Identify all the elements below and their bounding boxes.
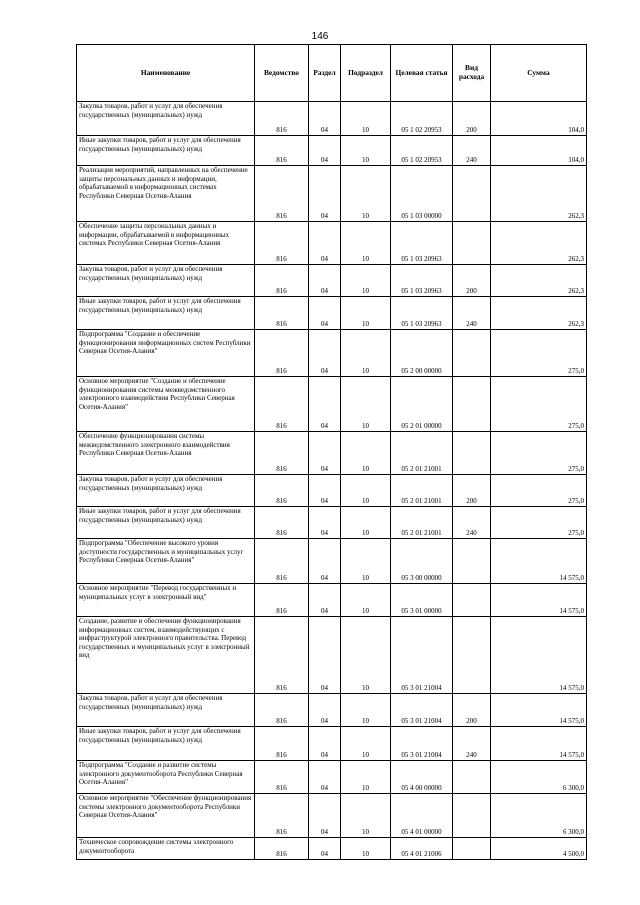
row-amount: 275,0: [491, 432, 587, 475]
budget-table: [76, 44, 587, 860]
row-target-item: 05 2 01 21001: [391, 507, 453, 539]
row-section: 04: [309, 838, 341, 860]
table-row: [77, 838, 587, 860]
row-amount: 6 300,0: [491, 761, 587, 794]
row-amount: 6 300,0: [491, 794, 587, 838]
row-amount: 14 575,0: [491, 617, 587, 694]
row-section: 04: [309, 166, 341, 222]
row-expense-type: 240: [453, 297, 491, 330]
row-amount: 262,3: [491, 297, 587, 330]
row-name: Иные закупки товаров, работ и услуг для обеспечения государственных (муниципальных) нужд: [77, 727, 255, 761]
row-section: 04: [309, 432, 341, 475]
table-row: [77, 166, 587, 222]
row-department: 816: [255, 330, 309, 377]
row-target-item: 05 3 00 00000: [391, 539, 453, 584]
row-target-item: 05 2 01 21001: [391, 432, 453, 475]
row-target-item: 05 3 01 00000: [391, 584, 453, 617]
row-name: Обеспечение защиты персональных данных и информации, обрабатываемой в информационных системах Республики Северная Осетия-Алания: [77, 222, 255, 265]
row-name: Основное мероприятие "Обеспечение функционирования системы электронного документооборота Республики Северная Осетия-Алания": [77, 794, 255, 838]
row-section: 04: [309, 617, 341, 694]
row-target-item: 05 3 01 21004: [391, 727, 453, 761]
row-amount: 14 575,0: [491, 727, 587, 761]
row-department: 816: [255, 507, 309, 539]
row-amount: 262,3: [491, 166, 587, 222]
row-expense-type: [453, 617, 491, 694]
row-target-item: 05 4 01 00000: [391, 794, 453, 838]
row-expense-type: 200: [453, 475, 491, 507]
table-header-row: [77, 45, 587, 102]
header-expense-type: Вид расхода: [453, 45, 491, 102]
row-target-item: 05 3 01 21004: [391, 617, 453, 694]
row-name: Иные закупки товаров, работ и услуг для обеспечения государственных (муниципальных) нужд: [77, 297, 255, 330]
row-expense-type: [453, 330, 491, 377]
row-amount: 14 575,0: [491, 584, 587, 617]
row-section: 04: [309, 102, 341, 136]
row-target-item: 05 1 03 20963: [391, 265, 453, 297]
row-subsection: 10: [341, 838, 391, 860]
row-name: Реализация мероприятий, направленных на обеспечение защиты персональных данных и информации, обрабатываемой в информационных системах Республики Северная Осетия-Алания: [77, 166, 255, 222]
row-expense-type: [453, 377, 491, 432]
row-department: 816: [255, 136, 309, 166]
row-name: Основное мероприятие "Перевод государственных и муниципальных услуг в электронный вид": [77, 584, 255, 617]
table-row: [77, 727, 587, 761]
row-subsection: 10: [341, 794, 391, 838]
row-name: Закупка товаров, работ и услуг для обеспечения государственных (муниципальных) нужд: [77, 694, 255, 727]
table-row: [77, 694, 587, 727]
row-name: Закупка товаров, работ и услуг для обеспечения государственных (муниципальных) нужд: [77, 102, 255, 136]
row-subsection: 10: [341, 166, 391, 222]
row-section: 04: [309, 584, 341, 617]
table-row: [77, 297, 587, 330]
row-department: 816: [255, 297, 309, 330]
row-section: 04: [309, 694, 341, 727]
row-expense-type: 200: [453, 694, 491, 727]
row-amount: 262,3: [491, 265, 587, 297]
row-section: 04: [309, 507, 341, 539]
row-amount: 14 575,0: [491, 539, 587, 584]
row-target-item: 05 1 02 20953: [391, 136, 453, 166]
table-row: [77, 617, 587, 694]
row-subsection: 10: [341, 330, 391, 377]
row-target-item: 05 1 02 20953: [391, 102, 453, 136]
row-section: 04: [309, 136, 341, 166]
row-department: 816: [255, 539, 309, 584]
table-row: [77, 539, 587, 584]
row-name: Подпрограмма "Создание и обеспечение функционирования информационных систем Республики Северная Осетия-Алания": [77, 330, 255, 377]
row-target-item: 05 3 01 21004: [391, 694, 453, 727]
row-subsection: 10: [341, 475, 391, 507]
row-name: Подпрограмма "Обеспечение высокого уровня доступности государственных и муниципальных услуг Республики Северная Осетия-Алания": [77, 539, 255, 584]
row-section: 04: [309, 727, 341, 761]
row-section: 04: [309, 222, 341, 265]
row-subsection: 10: [341, 377, 391, 432]
row-subsection: 10: [341, 297, 391, 330]
table-row: [77, 136, 587, 166]
row-name: Закупка товаров, работ и услуг для обеспечения государственных (муниципальных) нужд: [77, 475, 255, 507]
row-name: Подпрограмма "Создание и развитие системы электронного документооборота Республики Северная Осетия-Алания": [77, 761, 255, 794]
row-target-item: 05 2 01 00000: [391, 377, 453, 432]
row-amount: 14 575,0: [491, 694, 587, 727]
row-department: 816: [255, 475, 309, 507]
table-row: [77, 222, 587, 265]
row-section: 04: [309, 265, 341, 297]
row-expense-type: 240: [453, 727, 491, 761]
row-expense-type: [453, 761, 491, 794]
header-subsection: Подраздел: [341, 45, 391, 102]
row-amount: 104,0: [491, 102, 587, 136]
row-department: 816: [255, 102, 309, 136]
row-subsection: 10: [341, 539, 391, 584]
table-row: [77, 265, 587, 297]
row-department: 816: [255, 377, 309, 432]
row-target-item: 05 4 01 21006: [391, 838, 453, 860]
row-section: 04: [309, 330, 341, 377]
row-amount: 275,0: [491, 330, 587, 377]
row-department: 816: [255, 694, 309, 727]
table-row: [77, 584, 587, 617]
row-subsection: 10: [341, 617, 391, 694]
row-name: Основное мероприятие "Создание и обеспечение функционирования системы межведомственного электронного взаимодействия Республики Северная Осетия-Алания": [77, 377, 255, 432]
row-name: Создание, развитие и обеспечение функционирования информационных систем, взаимодействующих с инфраструктурой электронного правительства. Перевод государственных и муниципальных услуг в электронный вид: [77, 617, 255, 694]
row-subsection: 10: [341, 584, 391, 617]
row-expense-type: [453, 794, 491, 838]
table-row: [77, 432, 587, 475]
header-name: Наименование: [77, 45, 255, 102]
page-number: 146: [311, 31, 329, 42]
row-expense-type: [453, 539, 491, 584]
row-department: 816: [255, 265, 309, 297]
table-row: [77, 794, 587, 838]
row-subsection: 10: [341, 507, 391, 539]
row-expense-type: 200: [453, 102, 491, 136]
row-expense-type: 240: [453, 507, 491, 539]
row-target-item: 05 1 03 00000: [391, 166, 453, 222]
row-department: 816: [255, 727, 309, 761]
row-department: 816: [255, 761, 309, 794]
row-target-item: 05 1 03 20963: [391, 297, 453, 330]
row-target-item: 05 2 00 00000: [391, 330, 453, 377]
row-department: 816: [255, 794, 309, 838]
row-section: 04: [309, 297, 341, 330]
row-section: 04: [309, 794, 341, 838]
row-subsection: 10: [341, 102, 391, 136]
row-name: Техническое сопровождение системы электронного документооборота: [77, 838, 255, 860]
row-subsection: 10: [341, 727, 391, 761]
row-department: 816: [255, 222, 309, 265]
row-name: Иные закупки товаров, работ и услуг для обеспечения государственных (муниципальных) нужд: [77, 136, 255, 166]
row-subsection: 10: [341, 432, 391, 475]
row-amount: 275,0: [491, 475, 587, 507]
row-amount: 262,3: [491, 222, 587, 265]
row-subsection: 10: [341, 222, 391, 265]
row-department: 816: [255, 432, 309, 475]
row-amount: 4 500,0: [491, 838, 587, 860]
row-department: 816: [255, 617, 309, 694]
row-subsection: 10: [341, 761, 391, 794]
row-section: 04: [309, 539, 341, 584]
row-target-item: 05 2 01 21001: [391, 475, 453, 507]
row-department: 816: [255, 166, 309, 222]
row-expense-type: [453, 166, 491, 222]
table-row: [77, 330, 587, 377]
row-amount: 275,0: [491, 377, 587, 432]
row-department: 816: [255, 584, 309, 617]
table-row: [77, 102, 587, 136]
row-subsection: 10: [341, 694, 391, 727]
row-expense-type: 200: [453, 265, 491, 297]
table-row: [77, 507, 587, 539]
row-subsection: 10: [341, 136, 391, 166]
row-target-item: 05 4 00 00000: [391, 761, 453, 794]
row-section: 04: [309, 761, 341, 794]
row-expense-type: [453, 432, 491, 475]
header-section: Раздел: [309, 45, 341, 102]
table-row: [77, 475, 587, 507]
row-expense-type: [453, 222, 491, 265]
row-section: 04: [309, 377, 341, 432]
header-department: Ведомство: [255, 45, 309, 102]
row-expense-type: 240: [453, 136, 491, 166]
row-section: 04: [309, 475, 341, 507]
row-name: Закупка товаров, работ и услуг для обеспечения государственных (муниципальных) нужд: [77, 265, 255, 297]
table-row: [77, 377, 587, 432]
table-row: [77, 761, 587, 794]
row-amount: 275,0: [491, 507, 587, 539]
row-target-item: 05 1 03 20963: [391, 222, 453, 265]
row-name: Обеспечение функционирования системы межведомственного электронного взаимодействия Республики Северная Осетия-Алания: [77, 432, 255, 475]
row-expense-type: [453, 838, 491, 860]
header-amount: Сумма: [491, 45, 587, 102]
row-department: 816: [255, 838, 309, 860]
row-subsection: 10: [341, 265, 391, 297]
row-amount: 104,0: [491, 136, 587, 166]
row-expense-type: [453, 584, 491, 617]
row-name: Иные закупки товаров, работ и услуг для обеспечения государственных (муниципальных) нужд: [77, 507, 255, 539]
header-target-item: Целевая статья: [391, 45, 453, 102]
